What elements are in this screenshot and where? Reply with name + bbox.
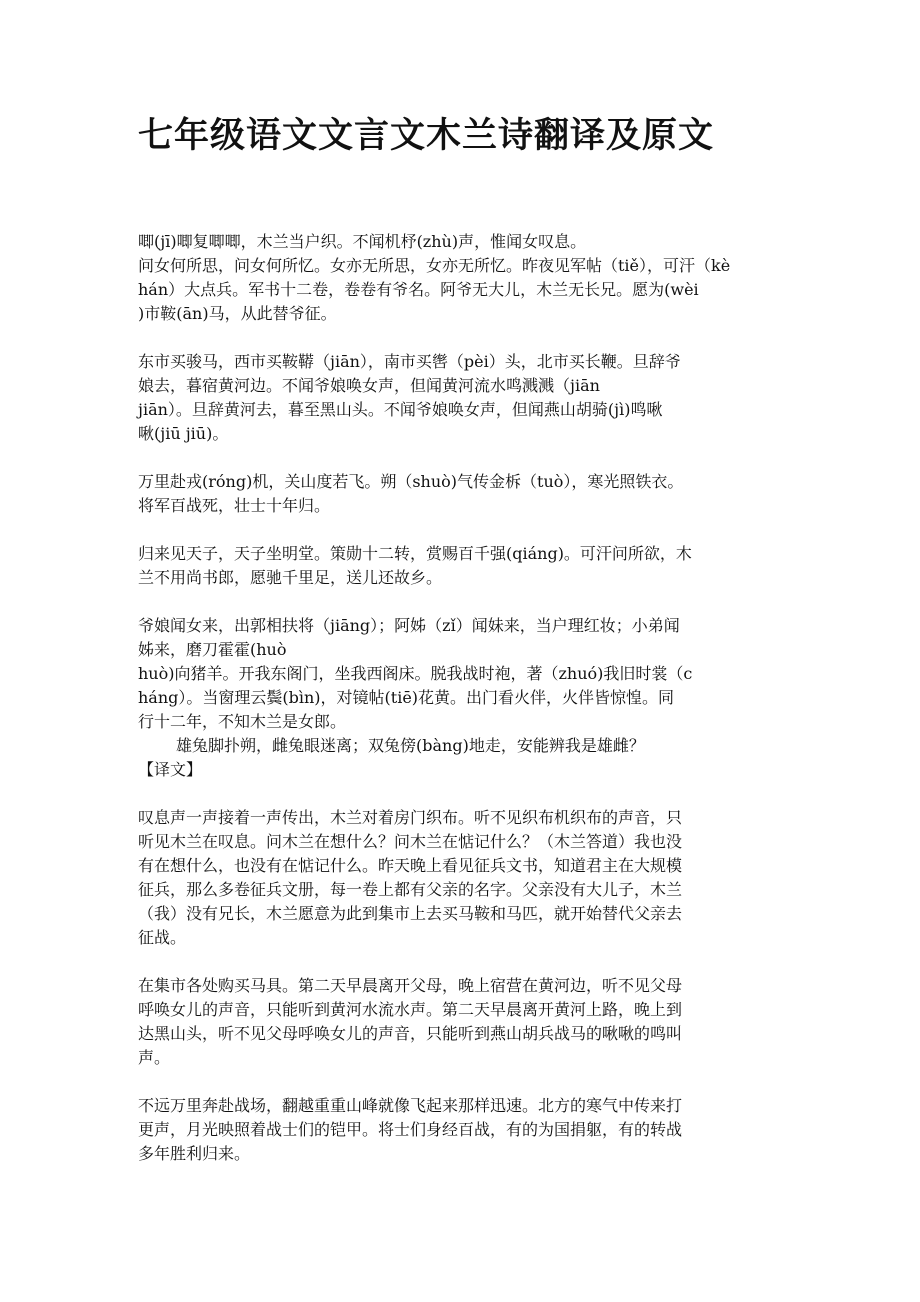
text-line: 听见木兰在叹息。问木兰在想什么？问木兰在惦记什么？（木兰答道）我也没 <box>138 832 683 851</box>
text-line: 声。 <box>138 1048 171 1067</box>
text-line: 姊来，磨刀霍霍(huò <box>138 640 287 659</box>
text-line: 多年胜利归来。 <box>138 1144 251 1163</box>
text-line: háng）。当窗理云鬓(bìn)，对镜帖(tiē)花黄。出门看火伴，火伴皆惊惶。同 <box>138 688 675 707</box>
poem-closing-line: 雄兔脚扑朔，雌兔眼迷离；双兔傍(bàng)地走，安能辨我是雄雌？ <box>176 736 645 755</box>
text-line: 娘去，暮宿黄河边。不闻爷娘唤女声，但闻黄河流水鸣溅溅（jiān <box>138 376 600 395</box>
text-line: 在集市各处购买马具。第二天早晨离开父母，晚上宿营在黄河边，听不见父母 <box>138 976 683 995</box>
text-line: 啾(jiū jiū)。 <box>138 424 229 443</box>
text-line: 爷娘闻女来，出郭相扶将（jiāng）；阿姊（zǐ）闻妹来，当户理红妆；小弟闻 <box>138 616 680 635</box>
poem-stanza-3 <box>138 470 788 518</box>
text-line: )市鞍(ān)马，从此替爷征。 <box>138 304 337 323</box>
text-line: 征战。 <box>138 928 187 947</box>
text-line: 行十二年，不知木兰是女郎。 <box>138 712 347 731</box>
text-line: 唧(jī)唧复唧唧，木兰当户织。不闻机杼(zhù)声，惟闻女叹息。 <box>138 232 587 251</box>
translation-paragraph-3 <box>138 1094 788 1166</box>
text-line: 万里赴戎(róng)机，关山度若飞。朔（shuò)气传金柝（tuò），寒光照铁衣。 <box>138 472 684 491</box>
text-line: 不远万里奔赴战场，翻越重重山峰就像飞起来那样迅速。北方的寒气中传来打 <box>138 1096 683 1115</box>
translation-heading: 【译文】 <box>138 760 203 779</box>
text-line: 问女何所思，问女何所忆。女亦无所思，女亦无所忆。昨夜见军帖（tiě），可汗（kè <box>138 256 731 275</box>
document-body <box>138 230 788 1166</box>
text-line: jiān）。旦辞黄河去，暮至黑山头。不闻爷娘唤女声，但闻燕山胡骑(jì)鸣啾 <box>138 400 663 419</box>
text-line: 呼唤女儿的声音，只能听到黄河水流水声。第二天早晨离开黄河上路，晚上到 <box>138 1000 683 1019</box>
poem-stanza-1 <box>138 230 788 326</box>
translation-paragraph-1 <box>138 806 788 950</box>
text-line: 有在想什么，也没有在惦记什么。昨天晚上看见征兵文书，知道君主在大规模 <box>138 856 683 875</box>
text-line: 将军百战死，壮士十年归。 <box>138 496 331 515</box>
poem-stanza-2 <box>138 350 788 446</box>
text-line: 东市买骏马，西市买鞍鞯（jiān），南市买辔（pèi）头，北市买长鞭。旦辞爷 <box>138 352 681 371</box>
text-line: （我）没有兄长，木兰愿意为此到集市上去买马鞍和马匹，就开始替代父亲去 <box>138 904 683 923</box>
text-line: 达黑山头，听不见父母呼唤女儿的声音，只能听到燕山胡兵战马的啾啾的鸣叫 <box>138 1024 683 1043</box>
poem-stanza-4 <box>138 542 788 590</box>
text-line: 征兵，那么多卷征兵文册，每一卷上都有父亲的名字。父亲没有大儿子，木兰 <box>138 880 683 899</box>
text-line: 更声，月光映照着战士们的铠甲。将士们身经百战，有的为国捐躯，有的转战 <box>138 1120 683 1139</box>
document-title: 七年级语文文言文木兰诗翻译及原文 <box>138 115 715 156</box>
text-line: huò)向猪羊。开我东阁门，坐我西阁床。脱我战时袍，著（zhuó)我旧时裳（c <box>138 664 693 683</box>
text-line: 归来见天子，天子坐明堂。策勋十二转，赏赐百千强(qiáng)。可汗问所欲，木 <box>138 544 692 563</box>
text-line: hán）大点兵。军书十二卷，卷卷有爷名。阿爷无大儿，木兰无长兄。愿为(wèi <box>138 280 699 299</box>
translation-paragraph-2 <box>138 974 788 1070</box>
text-line: 叹息声一声接着一声传出，木兰对着房门织布。听不见织布机织布的声音，只 <box>138 808 683 827</box>
text-line: 兰不用尚书郎，愿驰千里足，送儿还故乡。 <box>138 568 443 587</box>
poem-stanza-5 <box>138 614 788 734</box>
